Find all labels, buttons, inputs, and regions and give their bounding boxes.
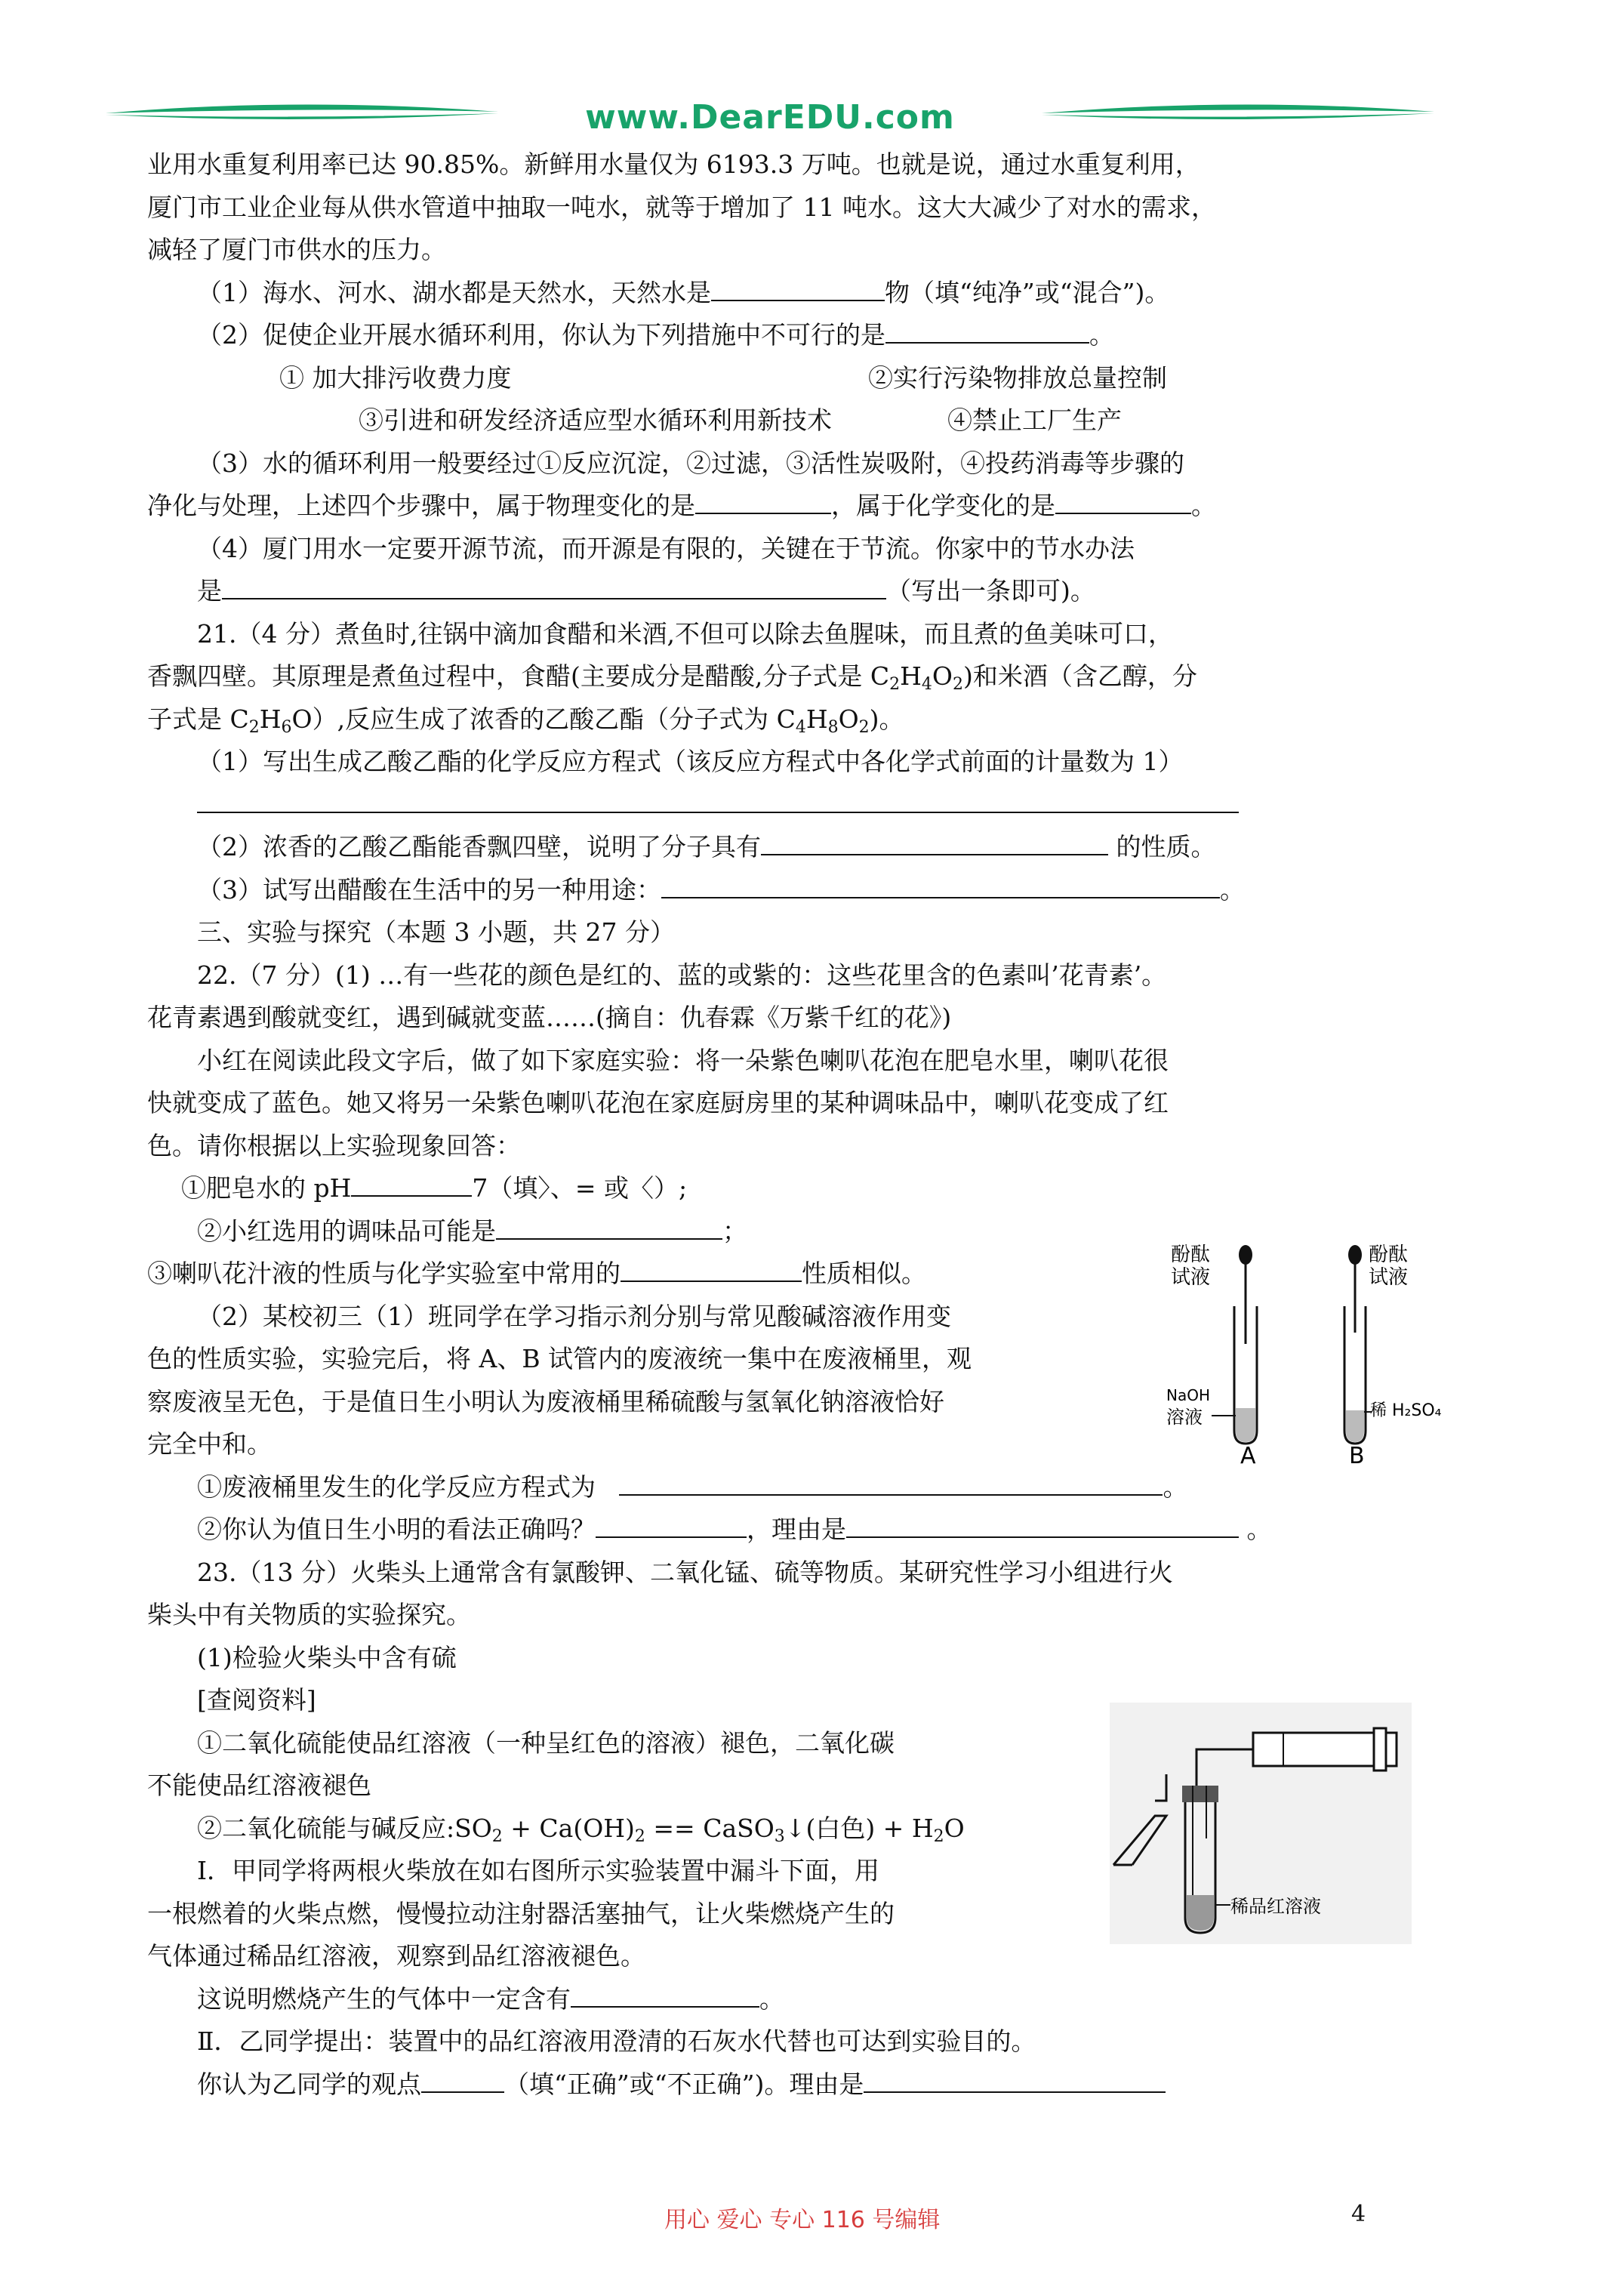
page-number: 4 <box>1351 2201 1366 2227</box>
dropper-bulb-icon <box>1348 1245 1362 1265</box>
answer-blank[interactable] <box>197 789 1239 813</box>
label-naoh: NaOH <box>1166 1386 1210 1404</box>
q21-line1: 21.（4 分）煮鱼时,往锅中滴加食醋和米酒,不但可以除去鱼腥味，而且煮的鱼美味可口， <box>197 618 1173 649</box>
answer-blank[interactable] <box>222 575 886 599</box>
label-phenolphthalein-b: 酚酞 <box>1369 1244 1409 1266</box>
q21-line2: 香飘四壁。其原理是煮鱼过程中，食醋(主要成分是醋酸,分子式是 $C_2H_4O_2$)和米酒（含乙醇，分 <box>147 661 1197 694</box>
label-a: A <box>1240 1443 1256 1469</box>
text-line: 减轻了厦门市供水的压力。 <box>147 235 446 264</box>
q22-line4: 快就变成了蓝色。她又将另一朵紫色喇叭花泡在家庭厨房里的某种调味品中，喇叭花变成了红 <box>147 1088 1169 1117</box>
label-indicator-a: 试液 <box>1171 1266 1211 1289</box>
q23-line4: [查阅资料] <box>197 1685 316 1715</box>
q20-part1: （1）海水、河水、湖水都是天然水，天然水是 物（填“纯净”或“混合”)。 <box>197 277 1170 307</box>
q23-line9: 一根燃着的火柴点燃，慢慢拉动注射器活塞抽气，让火柴燃烧产生的 <box>147 1898 895 1928</box>
q22-line2: 花青素遇到酸就变红，遇到碱就变蓝……(摘自：仇春霖《万紫千红的花》) <box>147 1003 952 1032</box>
q23-line5: ①二氧化硫能使品红溶液（一种呈红色的溶液）褪色，二氧化碳 <box>197 1727 895 1758</box>
q21-sub1-answer <box>147 784 1415 827</box>
answer-blank[interactable] <box>619 1472 1163 1496</box>
q22-answer2: ②小红选用的调味品可能是 ； <box>197 1216 747 1246</box>
q22-part2-line4: 完全中和。 <box>147 1429 272 1459</box>
q22-line5: 色。请你根据以上实验现象回答： <box>147 1130 521 1160</box>
label-pink-solution: 稀品红溶液 <box>1230 1896 1321 1917</box>
page-footer <box>0 2201 1623 2239</box>
q20-part3-cont: 净化与处理，上述四个步骤中，属于物理变化的是 ，属于化学变化的是 。 <box>147 491 1216 520</box>
answer-blank[interactable] <box>846 1514 1239 1538</box>
answer-blank[interactable] <box>351 1173 472 1197</box>
q20-options-row1: ① 加大排污收费力度 ②实行污染物排放总量控制 <box>279 362 1167 393</box>
answer-blank[interactable] <box>695 490 831 514</box>
q21-sub1: （1）写出生成乙酸乙酯的化学反应方程式（该反应方程式中各化学式前面的计量数为 1） <box>197 747 1184 776</box>
section-heading: 三、实验与探究（本题 3 小题，共 27 分） <box>197 917 675 947</box>
q23-line11: 这说明燃烧产生的气体中一定含有 。 <box>197 1983 784 2014</box>
q23-line1: 23.（13 分）火柴头上通常含有氯酸钾、二氧化锰、硫等物质。某研究性学习小组进行火 <box>197 1557 1173 1587</box>
q22-line1: 22.（7 分）(1) …有一些花的颜色是红的、蓝的或紫的：这些花里含的色素叫’花青素’。 <box>197 960 1167 990</box>
q23-line10: 气体通过稀品红溶液，观察到品红溶液褪色。 <box>147 1941 645 1971</box>
q21-line3: 子式是 $C_2H_6O$）,反应生成了浓香的乙酸乙酯（分子式为 $C_4H_8O_2$)。 <box>147 704 904 737</box>
q23-line2: 柴头中有关物质的实验探究。 <box>147 1600 471 1629</box>
q22-part2-line3: 察废液呈无色，于是值日生小明认为废液桶里稀硫酸与氢氧化钠溶液恰好 <box>147 1386 944 1416</box>
label-phenolphthalein-a: 酚酞 <box>1171 1244 1211 1266</box>
q20-part4: （4）厦门用水一定要开源节流，而开源是有限的，关键在于节流。你家中的节水办法 <box>197 533 1135 563</box>
test-tube-figure <box>1166 1238 1442 1469</box>
label-indicator-b: 试液 <box>1369 1266 1409 1289</box>
q23-line6: 不能使品红溶液褪色 <box>147 1771 371 1800</box>
answer-blank[interactable] <box>885 319 1089 344</box>
site-logo-text: www.DearEDU.com <box>585 98 955 137</box>
answer-blank[interactable] <box>421 2069 504 2093</box>
answer-blank[interactable] <box>571 1983 759 2008</box>
q23-line3: (1)检验火柴头中含有硫 <box>197 1642 457 1672</box>
q22-answer3: ③喇叭花汁液的性质与化学实验室中常用的 性质相似。 <box>147 1259 926 1288</box>
q20-part4-cont: 是 （写出一条即可)。 <box>197 576 1095 606</box>
q22-b2: ②你认为值日生小明的看法正确吗？ ，理由是 。 <box>197 1515 1272 1544</box>
answer-blank[interactable] <box>621 1258 802 1282</box>
q20-options-row2: ③引进和研发经济适应型水循环利用新技术 ④禁止工厂生产 <box>359 405 1122 435</box>
q22-line3: 小红在阅读此段文字后，做了如下家庭实验：将一朵紫色喇叭花泡在肥皂水里，喇叭花很 <box>197 1045 1169 1075</box>
answer-blank[interactable] <box>761 831 1108 855</box>
apparatus-figure <box>1110 1703 1412 1944</box>
q20-part3: （3）水的循环利用一般要经过①反应沉淀，②过滤，③活性炭吸附，④投药消毒等步骤的 <box>197 448 1184 478</box>
q22-answer1: ①肥皂水的 pH 7（填〉、= 或〈）; <box>181 1173 688 1203</box>
q22-b1: ①废液桶里发生的化学反应方程式为 。 <box>197 1472 1188 1502</box>
answer-blank[interactable] <box>711 277 885 301</box>
footer-note: 用心 爱心 专心 116 号编辑 <box>664 2207 941 2233</box>
dropper-bulb-icon <box>1239 1245 1252 1265</box>
label-solution: 溶液 <box>1166 1407 1203 1428</box>
label-dilute-h2so4: 稀 H₂SO₄ <box>1370 1401 1442 1420</box>
answer-blank[interactable] <box>864 2069 1166 2093</box>
answer-blank[interactable] <box>1055 490 1191 514</box>
text-line: 业用水重复利用率已达 90.85%。新鲜用水量仅为 6193.3 万吨。也就是说，通过水重复利用， <box>147 149 1200 179</box>
q20-part2: （2）促使企业开展水循环利用，你认为下列措施中不可行的是 。 <box>197 320 1114 350</box>
label-b: B <box>1349 1443 1365 1469</box>
q23-line8: Ⅰ．甲同学将两根火柴放在如右图所示实验装置中漏斗下面，用 <box>197 1856 880 1885</box>
q21-sub2: （2）浓香的乙酸乙酯能香飘四壁，说明了分子具有 的性质。 <box>197 832 1216 861</box>
answer-blank[interactable] <box>661 874 1220 898</box>
q21-sub3: （3）试写出醋酸在生活中的另一种用途： 。 <box>197 874 1245 905</box>
answer-blank[interactable] <box>496 1216 722 1240</box>
stopper-icon <box>1182 1786 1218 1802</box>
q22-part2-line2: 色的性质实验，实验完后，将 A、B 试管内的废液统一集中在废液桶里，观 <box>147 1344 972 1373</box>
q22-part2-line1: （2）某校初三（1）班同学在学习指示剂分别与常见酸碱溶液作用变 <box>197 1301 951 1331</box>
q23-line12: Ⅱ．乙同学提出：装置中的品红溶液用澄清的石灰水代替也可达到实验目的。 <box>197 2026 1036 2056</box>
text-line: 厦门市工业企业每从供水管道中抽取一吨水，就等于增加了 11 吨水。这大大减少了对水的需求， <box>147 192 1216 222</box>
answer-blank[interactable] <box>596 1514 747 1538</box>
q23-line7: ②二氧化硫能与碱反应$:SO_2 + Ca(OH)_2$ == CaSO$_3$↓(白色) + $H_2O$ <box>197 1813 965 1846</box>
q23-line13: 你认为乙同学的观点 （填“正确”或“不正确”)。理由是 <box>147 2063 1415 2106</box>
site-header <box>106 91 1434 143</box>
